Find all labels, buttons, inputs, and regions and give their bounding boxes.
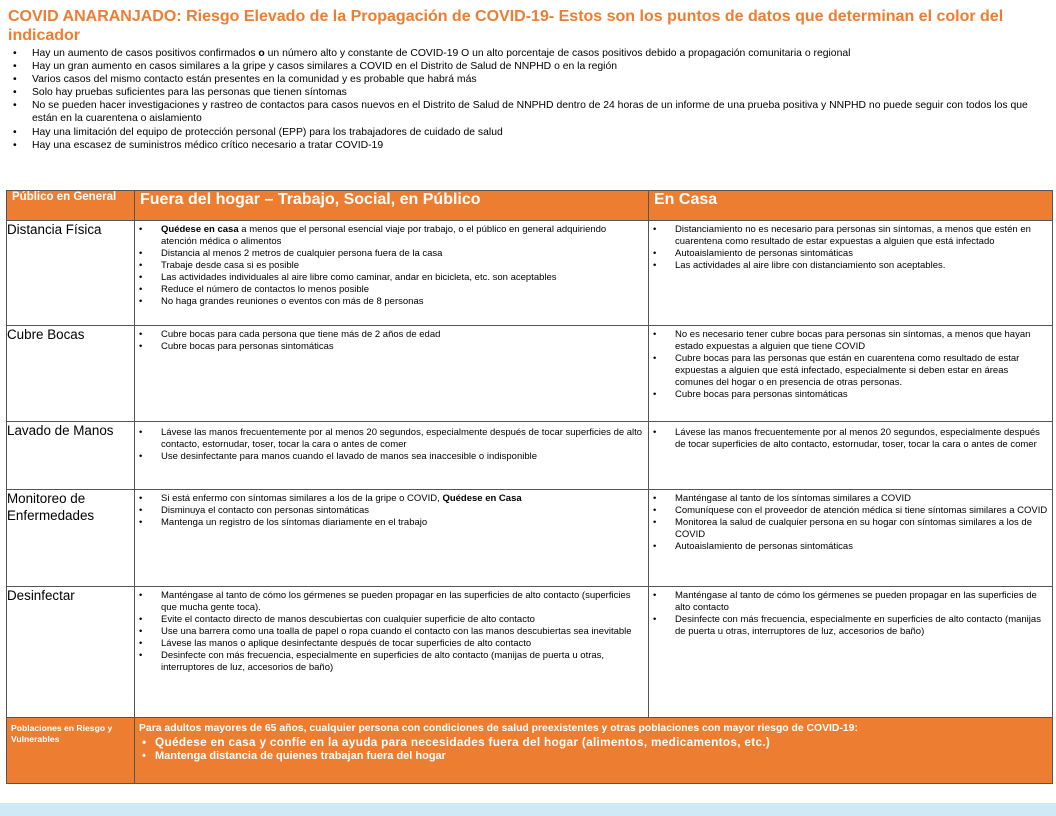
- list-item: • Desinfecte con más frecuencia, especialmente en superficies de alto contacto (manijas de puerta u otras, interruptores de luz, accesorios de baño): [135, 650, 644, 674]
- outside-cell: [135, 490, 649, 587]
- outside-cell: [135, 587, 649, 718]
- outside-cell: [135, 221, 649, 326]
- list-item: • Use una barrera como una toalla de papel o ropa cuando el contacto con las manos descubiertas sea inevitable: [135, 626, 644, 638]
- criteria-item: • Hay una limitación del equipo de protección personal (EPP) para los trabajadores de cuidado de salud: [8, 126, 1052, 139]
- table-row: [7, 490, 1053, 587]
- table-header-row: [7, 191, 1053, 221]
- row-label: Lavado de Manos: [7, 422, 135, 490]
- list-item: • Manténgase al tanto de los síntomas similares a COVID: [649, 493, 1048, 505]
- criteria-item: • No se pueden hacer investigaciones y rastreo de contactos para casos nuevos en el Distrito de Salud de NNPHD dentro de 24 horas de un informe de una prueba positiva y NNPHD no puede seguir con todos los que están en la cuarentena o aislamiento: [8, 99, 1052, 125]
- list-item: • Comuníquese con el proveedor de atención médica si tiene síntomas similares a COVID: [649, 505, 1048, 517]
- list-item: • Cubre bocas para personas sintomáticas: [649, 389, 1048, 401]
- list-item: • Cubre bocas para cada persona que tiene más de 2 años de edad: [135, 329, 644, 341]
- criteria-item: • Solo hay pruebas suficientes para las personas que tienen síntomas: [8, 86, 1052, 99]
- list-item: • Reduce el número de contactos lo menos posible: [135, 284, 644, 296]
- list-item: • Monitorea la salud de cualquier persona en su hogar con síntomas similares a los de COVID: [649, 517, 1048, 541]
- list-item: • Manténgase al tanto de cómo los gérmenes se pueden propagar en las superficies de alto contacto (superficies que mucha gente toca).: [135, 590, 644, 614]
- list-item: • Cubre bocas para personas sintomáticas: [135, 341, 644, 353]
- criteria-list: [8, 47, 1052, 152]
- list-item: • Evite el contacto directo de manos descubiertas con cualquier superficie de alto contacto: [135, 614, 644, 626]
- row-label: Monitoreo de Enfermedades: [7, 490, 135, 587]
- list-item: • No haga grandes reuniones o eventos con más de 8 personas: [135, 296, 644, 308]
- criteria-item: • Hay un aumento de casos positivos confirmados o un número alto y constante de COVID-19 O un alto porcentaje de casos positivos debido a propagación comunitaria o regional: [8, 47, 1052, 60]
- document-page: [6, 0, 1052, 800]
- list-item: • Cubre bocas para las personas que están en cuarentena como resultado de estar expuestas a alguien que está infectado, especialmente si deben estar en áreas comunes del hogar o en presencia de otras personas.: [649, 353, 1048, 389]
- list-item: • Desinfecte con más frecuencia, especialmente en superficies de alto contacto (manijas de puerta u otras, interruptores de luz, accesorios de baño): [649, 614, 1048, 638]
- list-item: • Mantenga distancia de quienes trabajan fuera del hogar: [135, 749, 1052, 763]
- table-row: [7, 422, 1053, 490]
- vulnerable-populations-row: [7, 718, 1053, 784]
- vulnerable-intro: Para adultos mayores de 65 años, cualquier persona con condiciones de salud preexistentes y otras poblaciones con mayor riesgo de COVID-19:: [139, 723, 858, 734]
- list-item: • Lávese las manos frecuentemente por al menos 20 segundos, especialmente después de tocar superficies de alto contacto, estornudar, toser, tocar la cara o antes de comer: [135, 427, 644, 451]
- header-outside-home: Fuera del hogar – Trabajo, Social, en Público: [135, 191, 649, 221]
- row-label: Cubre Bocas: [7, 326, 135, 422]
- list-item: • Autoaislamiento de personas sintomáticas: [649, 541, 1048, 553]
- header-at-home: En Casa: [649, 191, 1053, 221]
- page-title: COVID ANARANJADO: Riesgo Elevado de la Propagación de COVID-19- Estos son los puntos de datos que determinan el color del indicador: [8, 8, 1004, 44]
- criteria-item: • Varios casos del mismo contacto están presentes en la comunidad y es probable que habrá más: [8, 73, 1052, 86]
- list-item: • No es necesario tener cubre bocas para personas sin síntomas, a menos que hayan estado expuestas a alguien que tiene COVID: [649, 329, 1048, 353]
- vulnerable-populations-cell: [135, 718, 1053, 784]
- table-row: [7, 587, 1053, 718]
- home-cell: [649, 221, 1053, 326]
- home-cell: [649, 587, 1053, 718]
- outside-cell: [135, 326, 649, 422]
- row-label: Distancia Física: [7, 221, 135, 326]
- list-item: • Si está enfermo con síntomas similares a los de la gripe o COVID, Quédese en Casa: [135, 493, 644, 505]
- home-cell: [649, 490, 1053, 587]
- list-item: • Las actividades individuales al aire libre como caminar, andar en bicicleta, etc. son aceptables: [135, 272, 644, 284]
- list-item: • Lávese las manos o aplique desinfectante después de tocar superficies de alto contacto: [135, 638, 644, 650]
- row-label: Poblaciones en Riesgo y Vulnerables: [7, 718, 135, 784]
- table-row: [7, 221, 1053, 326]
- list-item: • Quédese en casa y confíe en la ayuda para necesidades fuera del hogar (alimentos, medicamentos, etc.): [135, 735, 1052, 749]
- home-cell: [649, 326, 1053, 422]
- criteria-item: • Hay un gran aumento en casos similares a la gripe y casos similares a COVID en el Distrito de Salud de NNPHD o en la región: [8, 60, 1052, 73]
- list-item: • Autoaislamiento de personas sintomáticas: [649, 248, 1048, 260]
- header-public: Público en General: [7, 191, 135, 221]
- table-row: [7, 326, 1053, 422]
- indicator-header: [6, 7, 1052, 152]
- list-item: • Disminuya el contacto con personas sintomáticas: [135, 505, 644, 517]
- list-item: • Mantenga un registro de los síntomas diariamente en el trabajo: [135, 517, 644, 529]
- outside-cell: [135, 422, 649, 490]
- list-item: • Use desinfectante para manos cuando el lavado de manos sea inaccesible o indisponible: [135, 451, 644, 463]
- list-item: • Trabaje desde casa si es posible: [135, 260, 644, 272]
- list-item: • Distanciamiento no es necesario para personas sin síntomas, a menos que estén en cuarentena como resultado de estar expuestas a alguien que está infectado: [649, 224, 1048, 248]
- home-cell: [649, 422, 1053, 490]
- list-item: • Quédese en casa a menos que el personal esencial viaje por trabajo, o el público en general adquiriendo atención médica o alimentos: [135, 224, 644, 248]
- list-item: • Lávese las manos frecuentemente por al menos 20 segundos, especialmente después de tocar superficies de alto contacto, estornudar, toser, tocar la cara o antes de comer: [649, 427, 1048, 451]
- list-item: • Manténgase al tanto de cómo los gérmenes se pueden propagar en las superficies de alto contacto: [649, 590, 1048, 614]
- guidance-table: [6, 190, 1053, 784]
- list-item: • Distancia al menos 2 metros de cualquier persona fuera de la casa: [135, 248, 644, 260]
- criteria-item: • Hay una escasez de suministros médico crítico necesario a tratar COVID-19: [8, 139, 1052, 152]
- list-item: • Las actividades al aire libre con distanciamiento son aceptables.: [649, 260, 1048, 272]
- row-label: Desinfectar: [7, 587, 135, 718]
- bottom-strip: [0, 803, 1056, 816]
